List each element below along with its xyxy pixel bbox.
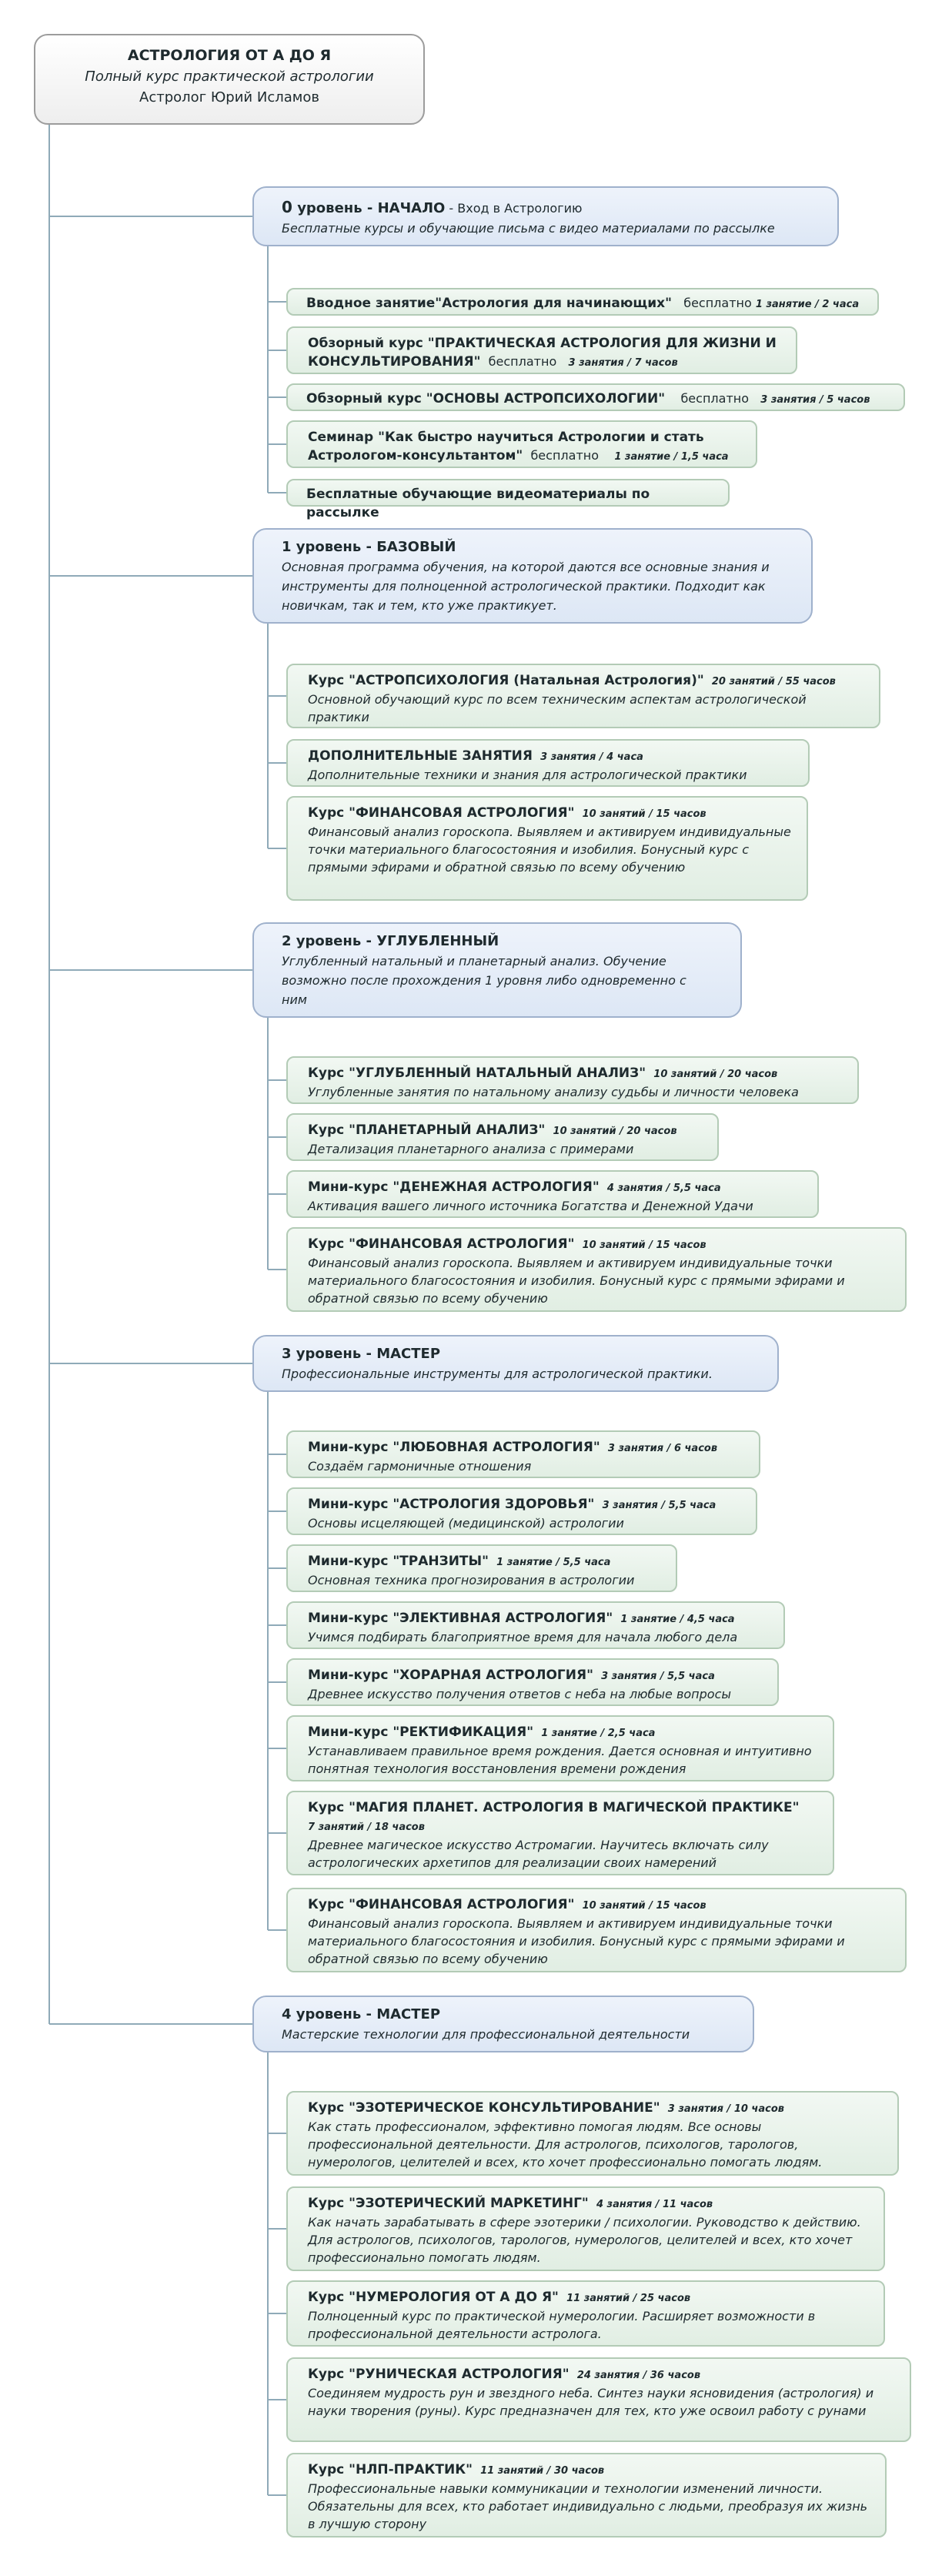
course-title: Курс "ЭЗОТЕРИЧЕСКИЙ МАРКЕТИНГ"	[308, 2196, 589, 2211]
course-node	[286, 2186, 885, 2271]
course-meta: 4 занятия / 11 часов	[596, 2199, 713, 2210]
course-description: Древнее искусство получения ответов с неба на любые вопросы	[308, 1687, 732, 1701]
course-node	[286, 739, 810, 787]
course-title: Мини-курс "РЕКТИФИКАЦИЯ"	[308, 1725, 534, 1740]
course-title: Семинар "Как быстро научиться Астрологии и стать Астрологом-консультантом"	[308, 430, 704, 463]
course-node	[286, 383, 905, 411]
level-title: 3 уровень - МАСТЕР	[282, 1346, 441, 1362]
course-node	[286, 2091, 899, 2176]
course-title: Курс "НУМЕРОЛОГИЯ ОТ А ДО Я"	[308, 2290, 559, 2305]
course-free-label: бесплатно	[680, 391, 750, 406]
course-meta: 3 занятия / 5,5 часа	[601, 1671, 715, 1682]
course-meta: 1 занятие / 2,5 часа	[541, 1728, 656, 1739]
course-title: ДОПОЛНИТЕЛЬНЫЕ ЗАНЯТИЯ	[308, 748, 533, 764]
course-free-label: бесплатно	[683, 296, 752, 310]
level-node-1	[252, 528, 813, 624]
course-node	[286, 796, 808, 901]
course-description: Финансовый анализ гороскопа. Выявляем и активируем индивидуальные точки материального благосостояния и изобилия. Бонусный курс с прямыми эфирами и обратной связью по всему обучению	[308, 1916, 845, 1966]
course-node	[286, 2357, 911, 2442]
course-title: Курс "ЭЗОТЕРИЧЕСКОЕ КОНСУЛЬТИРОВАНИЕ"	[308, 2100, 660, 2116]
course-meta: 7 занятий / 18 часов	[308, 1822, 425, 1833]
course-node	[286, 288, 879, 316]
level-node-0	[252, 186, 839, 246]
course-node	[286, 479, 730, 520]
course-meta: 3 занятия / 10 часов	[667, 2103, 784, 2115]
course-meta: 4 занятия / 5,5 часа	[606, 1183, 721, 1194]
course-description: Основы исцеляющей (медицинской) астрологии	[308, 1516, 624, 1531]
level-node-2	[252, 922, 742, 1018]
course-meta: 3 занятия / 6 часов	[607, 1443, 718, 1454]
course-title: Курс "ПЛАНЕТАРНЫЙ АНАЛИЗ"	[308, 1122, 546, 1138]
course-meta: 1 занятие / 1,5 часа	[614, 451, 729, 463]
course-meta: 20 занятий / 55 часов	[711, 676, 836, 687]
course-meta: 3 занятия / 4 часа	[540, 751, 643, 763]
course-title: Курс "МАГИЯ ПЛАНЕТ. АСТРОЛОГИЯ В МАГИЧЕСКОЙ ПРАКТИКЕ"	[308, 1800, 800, 1815]
course-node	[286, 2280, 885, 2347]
course-meta: 3 занятия / 5,5 часа	[602, 1500, 717, 1511]
course-node	[286, 326, 797, 374]
course-title: Обзорный курс "ОСНОВЫ АСТРОПСИХОЛОГИИ"	[306, 391, 666, 406]
course-meta: 1 занятие / 5,5 часа	[496, 1557, 611, 1568]
course-node	[286, 1658, 779, 1706]
course-meta: 10 занятий / 15 часов	[582, 808, 706, 820]
course-description: Углубленные занятия по натальному анализу судьбы и личности человека	[308, 1085, 799, 1099]
course-meta: 24 занятия / 36 часов	[576, 2370, 701, 2381]
root-title: АСТРОЛОГИЯ ОТ А ДО Я	[127, 47, 332, 64]
course-description: Как стать профессионалом, эффективно помогая людям. Все основы профессиональной деятельности. Для астрологов, психологов, тарологов, нумерологов, целителей и всех, кто хочет профессионально помогать людям.	[308, 2119, 823, 2170]
course-title: Курс "АСТРОПСИХОЛОГИЯ (Натальная Астрология)"	[308, 673, 704, 688]
course-description: Основная техника прогнозирования в астрологии	[308, 1573, 635, 1587]
course-node	[286, 1601, 785, 1649]
course-title: Мини-курс "ЭЛЕКТИВНАЯ АСТРОЛОГИЯ"	[308, 1611, 613, 1626]
course-title: Курс "ФИНАНСОВАЯ АСТРОЛОГИЯ"	[308, 805, 575, 821]
course-title: Мини-курс "ХОРАРНАЯ АСТРОЛОГИЯ"	[308, 1668, 593, 1683]
root-author: Астролог Юрий Исламов	[139, 89, 319, 105]
course-title: Бесплатные обучающие видеоматериалы по рассылке	[306, 487, 650, 520]
course-node	[286, 1170, 819, 1218]
course-node	[286, 1888, 907, 1972]
course-node	[286, 1056, 859, 1104]
course-node	[286, 1791, 834, 1875]
level-description: Мастерские технологии для профессиональной деятельности	[282, 2027, 690, 2042]
course-node	[286, 1544, 677, 1592]
level-description: Профессиональные инструменты для астрологической практики.	[282, 1367, 713, 1381]
course-title: Курс "ФИНАНСОВАЯ АСТРОЛОГИЯ"	[308, 1897, 575, 1912]
course-meta: 1 занятие / 4,5 часа	[620, 1614, 735, 1625]
course-description: Финансовый анализ гороскопа. Выявляем и активируем индивидуальные точки материального благосостояния и изобилия. Бонусный курс с прямыми эфирами и обратной связью по всему обучению	[308, 1256, 845, 1306]
course-description: Детализация планетарного анализа с примерами	[308, 1142, 634, 1156]
course-description: Активация вашего личного источника Богатства и Денежной Удачи	[308, 1199, 753, 1213]
course-meta: 10 занятий / 15 часов	[582, 1900, 706, 1912]
level-title: 4 уровень - МАСТЕР	[282, 2006, 441, 2022]
course-description: Создаём гармоничные отношения	[308, 1459, 532, 1474]
level-title: 0 уровень - НАЧАЛО - Вход в Астрологию	[282, 198, 583, 216]
course-title: Мини-курс "ТРАНЗИТЫ"	[308, 1554, 489, 1569]
level-title: 1 уровень - БАЗОВЫЙ	[282, 539, 456, 555]
course-description: Древнее магическое искусство Астромагии. Научитесь включать силу астрологических архетипов для реализации своих намерений	[308, 1838, 769, 1870]
course-description: Как начать зарабатывать в сфере эзотерики / психологии. Руководство к действию. Для астрологов, психологов, тарологов, нумерологов, целителей и всех, кто хочет профессионально помогать людям.	[308, 2215, 861, 2265]
root-subtitle: Полный курс практической астрологии	[85, 69, 374, 85]
course-description: Профессиональные навыки коммуникации и технологии изменений личности. Обязательны для всех, кто работает индивидуально с людьми, преобразуя их жизнь в лучшую сторону	[308, 2481, 868, 2531]
course-title: Курс "УГЛУБЛЕННЫЙ НАТАЛЬНЫЙ АНАЛИЗ"	[308, 1066, 646, 1081]
course-node	[286, 1113, 719, 1161]
course-meta: 11 занятий / 30 часов	[480, 2465, 605, 2477]
level-title: 2 уровень - УГЛУБЛЕННЫЙ	[282, 933, 499, 949]
level-description: Бесплатные курсы и обучающие письма с видео материалами по рассылке	[282, 221, 775, 236]
course-description: Устанавливаем правильное время рождения. Дается основная и интуитивно понятная технология восстановления времени рождения	[308, 1744, 812, 1776]
course-title: Мини-курс "ЛЮБОВНАЯ АСТРОЛОГИЯ"	[308, 1440, 600, 1455]
course-title: Мини-курс "ДЕНЕЖНАЯ АСТРОЛОГИЯ"	[308, 1179, 600, 1195]
level-description: Углубленный натальный и планетарный анализ. Обучение возможно после прохождения 1 уровня либо одновременно с ним	[282, 954, 686, 1007]
course-description: Учимся подбирать благоприятное время для начала любого дела	[308, 1630, 738, 1644]
level-node-3	[252, 1335, 779, 1392]
course-node	[286, 664, 880, 728]
course-description: Дополнительные техники и знания для астрологической практики	[308, 768, 747, 782]
course-free-label: бесплатно	[530, 448, 600, 463]
course-node	[286, 1715, 834, 1781]
course-meta: 10 занятий / 20 часов	[553, 1126, 677, 1137]
level-description: Основная программа обучения, на которой даются все основные знания и инструменты для полноценной астрологической практики. Подходит как новичкам, так и тем, кто уже практикует.	[282, 560, 770, 613]
course-title: Курс "ФИНАНСОВАЯ АСТРОЛОГИЯ"	[308, 1236, 575, 1252]
course-title: Вводное занятие"Астрология для начинающих"	[306, 296, 672, 311]
course-meta: 10 занятий / 15 часов	[582, 1239, 706, 1251]
course-node	[286, 2453, 887, 2538]
course-meta: 11 занятий / 25 часов	[566, 2293, 691, 2304]
course-description: Полноценный курс по практической нумерологии. Расширяет возможности в профессиональной деятельности астролога.	[308, 2309, 816, 2341]
course-meta: 1 занятие / 2 часа	[755, 299, 860, 310]
course-title: Курс "НЛП-ПРАКТИК"	[308, 2462, 473, 2477]
course-node	[286, 420, 757, 468]
course-description: Соединяем мудрость рун и звездного неба. Синтез науки ясновидения (астрология) и науки творения (руны). Курс предназначен для тех, кто уже освоил работу с рунами	[308, 2386, 874, 2418]
level-node-4	[252, 1996, 754, 2052]
course-free-label: бесплатно	[488, 354, 557, 369]
course-meta: 3 занятия / 7 часов	[568, 357, 678, 369]
course-meta: 10 занятий / 20 часов	[653, 1069, 778, 1080]
course-description: Основной обучающий курс по всем техническим аспектам астрологической практики	[308, 692, 807, 724]
course-node	[286, 1487, 757, 1535]
course-title: Курс "РУНИЧЕСКАЯ АСТРОЛОГИЯ"	[308, 2367, 570, 2382]
course-node	[286, 1430, 760, 1478]
course-title: Обзорный курс "ПРАКТИЧЕСКАЯ АСТРОЛОГИЯ ДЛЯ ЖИЗНИ И КОНСУЛЬТИРОВАНИЯ"	[308, 336, 777, 370]
course-description: Финансовый анализ гороскопа. Выявляем и активируем индивидуальные точки материального благосостояния и изобилия. Бонусный курс с прямыми эфирами и обратной связью по всему обучению	[308, 825, 791, 875]
course-node	[286, 1227, 907, 1312]
course-meta: 3 занятия / 5 часов	[760, 394, 870, 406]
root-node	[34, 34, 425, 125]
course-title: Мини-курс "АСТРОЛОГИЯ ЗДОРОВЬЯ"	[308, 1497, 595, 1512]
